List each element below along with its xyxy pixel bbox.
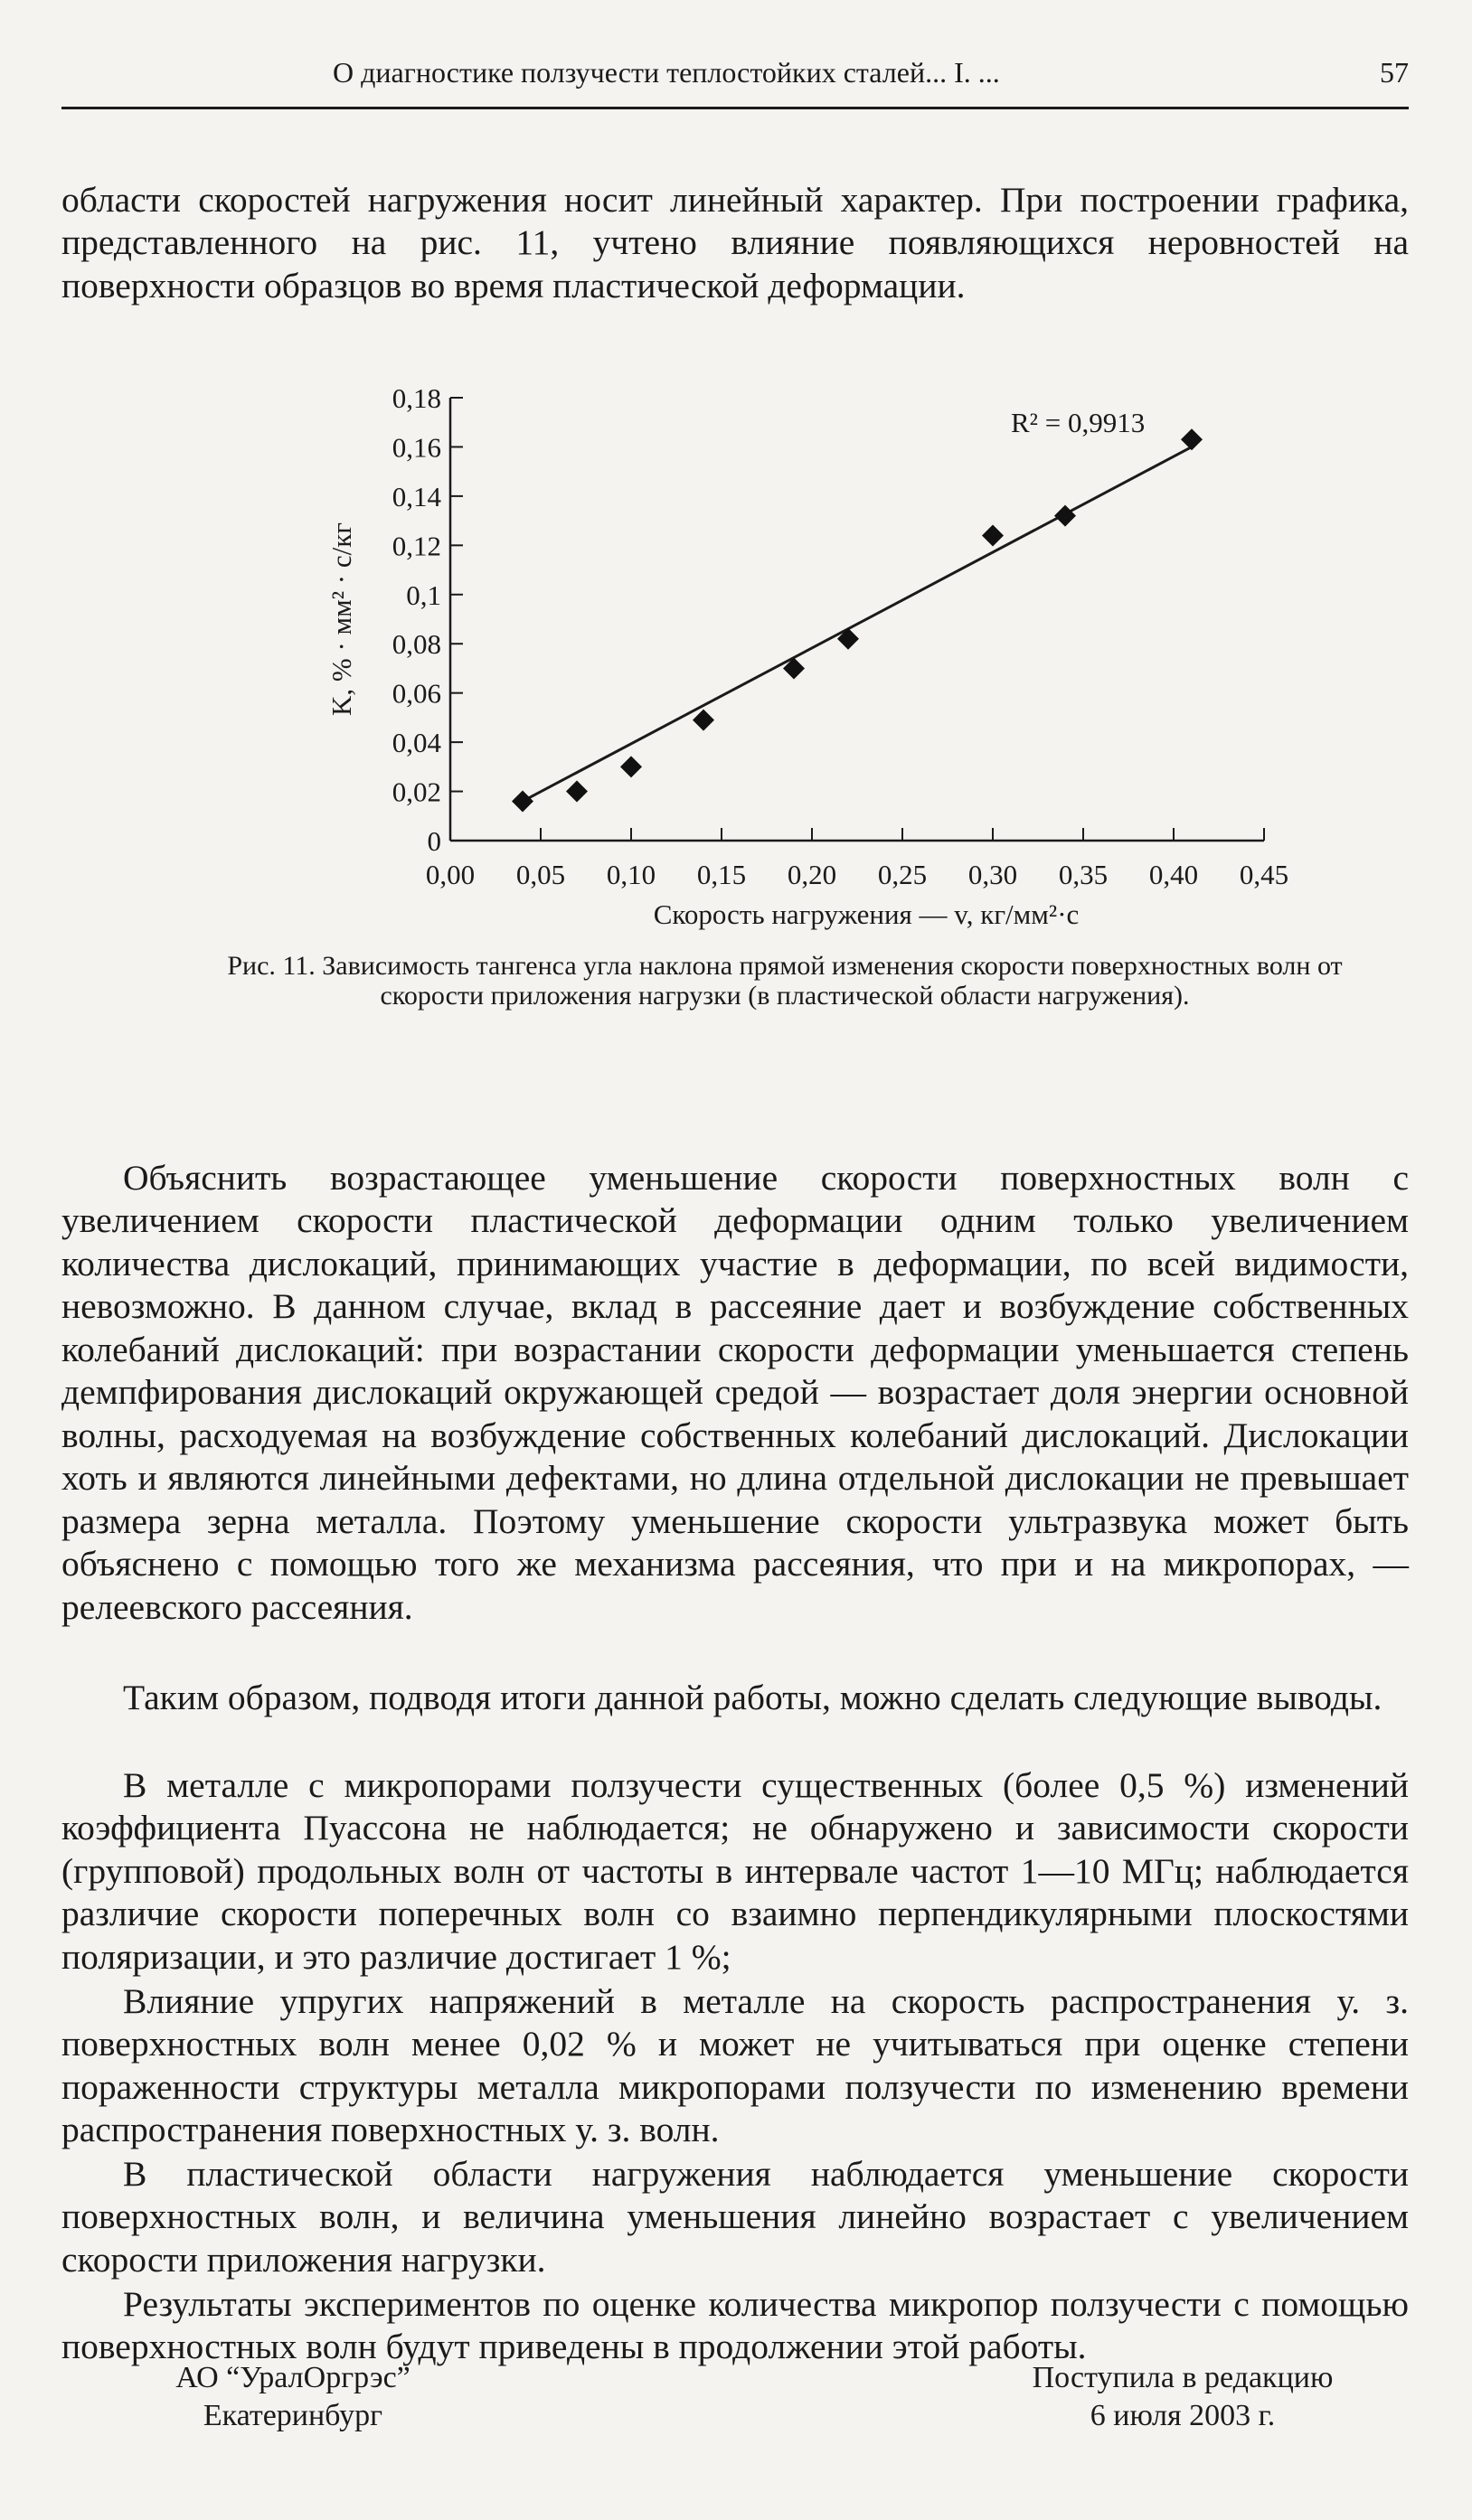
data-point — [1181, 428, 1203, 450]
affiliation-city: Екатеринбург — [203, 2399, 383, 2432]
received-date: 6 июля 2003 г. — [1090, 2399, 1276, 2432]
data-point — [693, 710, 714, 731]
x-tick-label: 0,15 — [696, 859, 747, 890]
x-tick-label: 0,35 — [1058, 859, 1109, 890]
x-tick-label: 0,05 — [515, 859, 566, 890]
paragraph-6: Результаты экспериментов по оценке количества микропор ползучести с помощью поверхностных волн будут приведены в продолжении этой работы. — [61, 2283, 1409, 2366]
paragraph-1: Объяснить возрастающее уменьшение скорости поверхностных волн с увеличением скорости пластической деформации одним только увеличением количества дислокаций, принимающих участие в деформации, по всей видимости, невозможно. В данном случае, вклад в рассеяние дает и возбуждение собственных колебаний дислокаций: при возрастании скорости деформации уменьшается степень демпфирования дислокаций окружающей средой — возрастает доля энергии основной волны, расходуемая на возбуждение собственных колебаний дислокаций. Дислокации хоть и являются линейными дефектами, но длина отдельной дислокации не превышает размера зерна металла. Поэтому уменьшение скорости ультразвука может быть объяснено с помощью того же механизма рассеяния, что при и на микропорах, — релеевского рассеяния. — [61, 1157, 1409, 1627]
y-tick-label: 0,06 — [392, 677, 441, 710]
y-tick-label: 0,16 — [392, 431, 441, 464]
data-point — [566, 781, 588, 803]
x-tick-label: 0,00 — [425, 859, 476, 890]
x-axis-label: Скорость нагружения — v, кг/мм²·с — [653, 898, 1080, 930]
page-number: 57 — [1380, 56, 1409, 89]
data-point — [837, 628, 859, 650]
paragraph-4: Влияние упругих напряжений в металле на скорость распространения у. з. поверхностных волн менее 0,02 % и может не учитываться при оценке степени пораженности структуры металла микропорами ползучести по изменению времени распространения поверхностных у. з. волн. — [61, 1980, 1409, 2149]
running-title: О диагностике ползучести теплостойких сталей... I. ... — [333, 56, 1000, 89]
received-label: Поступила в редакцию — [1032, 2361, 1334, 2394]
data-point — [1054, 505, 1076, 527]
paragraph-5: В пластической области нагружения наблюдается уменьшение скорости поверхностных волн, и величина уменьшения линейно возрастает с увеличением скорости приложения нагрузки. — [61, 2153, 1409, 2280]
affiliation — [112, 2359, 474, 2435]
y-tick-label: 0,14 — [392, 480, 441, 512]
figure-caption: Рис. 11. Зависимость тангенса угла наклона прямой изменения скорости поверхностных волн от скорости приложения нагрузки (в пластической области нагружения). — [227, 951, 1343, 1011]
data-point — [982, 524, 1004, 546]
running-header — [61, 52, 1409, 92]
y-tick-label: 0,02 — [392, 776, 441, 808]
y-tick-label: 0,08 — [392, 628, 441, 661]
x-tick-label: 0,25 — [877, 859, 928, 890]
x-tick-label: 0,40 — [1148, 859, 1199, 890]
paragraph-intro: области скоростей нагружения носит линейный характер. При построении графика, представленного на рис. 11, учтено влияние появляющихся неровностей на поверхности образцов во время пластической деформации. — [61, 179, 1409, 306]
x-tick-label: 0,45 — [1239, 859, 1289, 890]
x-tick-label: 0,30 — [967, 859, 1018, 890]
received-note — [993, 2359, 1373, 2435]
y-tick-label: 0,12 — [392, 530, 441, 562]
paragraph-2: Таким образом, подводя итоги данной работы, можно сделать следующие выводы. — [123, 1677, 1382, 1717]
data-point — [512, 790, 533, 812]
y-axis-label: K, % · мм² · с/кг — [326, 522, 357, 717]
data-point — [620, 756, 642, 777]
x-tick-label: 0,20 — [787, 859, 837, 890]
r-squared-annotation: R² = 0,9913 — [1011, 407, 1146, 438]
paragraph-3: В металле с микропорами ползучести существенных (более 0,5 %) изменений коэффициента Пуассона не наблюдается; не обнаружено и зависимости скорости (групповой) продольных волн от частоты в интервале частот 1—10 МГц; наблюдается различие скорости поперечных волн со взаимно перпендикулярными плоскостями поляризации, и это различие достигает 1 %; — [61, 1764, 1409, 1977]
affiliation-org: АО “УралОргрэс” — [175, 2361, 410, 2394]
header-rule — [61, 107, 1409, 109]
y-tick-label: 0,1 — [406, 578, 441, 611]
figure-11 — [269, 371, 1318, 949]
y-tick-label: 0,18 — [392, 382, 441, 414]
x-tick-label: 0,10 — [606, 859, 656, 890]
trend-line — [523, 447, 1192, 801]
y-tick-label: 0,04 — [392, 727, 441, 759]
scatter-chart — [269, 371, 1318, 949]
y-tick-label: 0 — [427, 825, 441, 857]
